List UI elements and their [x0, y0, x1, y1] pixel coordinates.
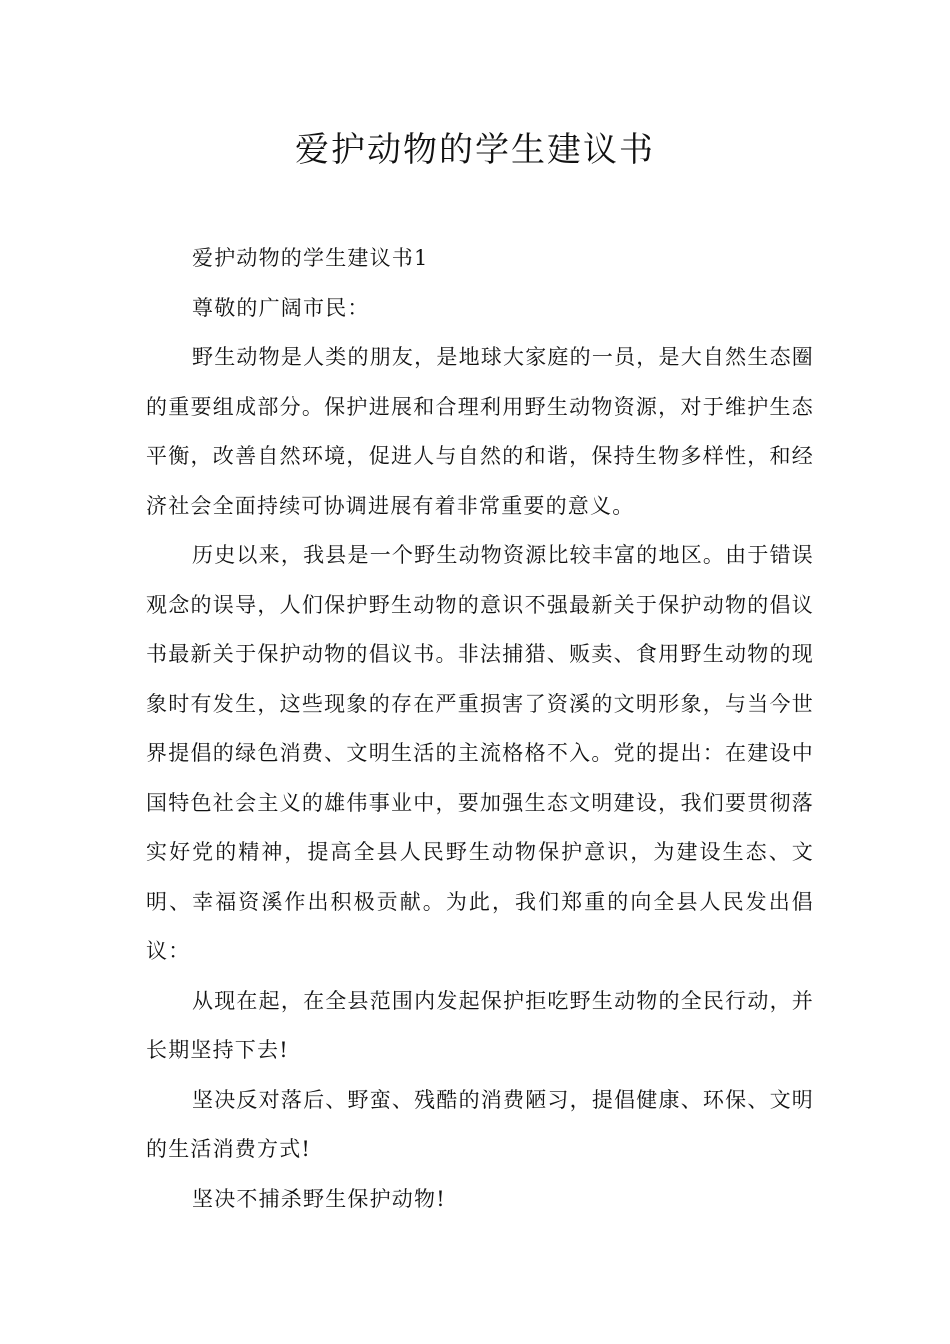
paragraph-proposal-3: 坚决不捕杀野生保护动物! [192, 1186, 446, 1211]
paragraph-proposal-2: 坚决反对落后、野蛮、残酷的消费陋习，提倡健康、环保、文明的生活消费方式! [146, 1087, 814, 1161]
paragraph-intro: 野生动物是人类的朋友，是地球大家庭的一员，是大自然生态圈的重要组成部分。保护进展和合理利用野生动物资源，对于维护生态平衡，改善自然环境，促进人与自然的和谐，保持生物多样性，和经济社会全面持续可协调进展有着非常重要的意义。 [146, 345, 814, 518]
paragraph-history: 历史以来，我县是一个野生动物资源比较丰富的地区。由于错误观念的误导，人们保护野生动物的意识不强最新关于保护动物的倡议书最新关于保护动物的倡议书。非法捕猎、贩卖、食用野生动物的现象时有发生，这些现象的存在严重损害了资溪的文明形象，与当今世界提倡的绿色消费、文明生活的主流格格不入。党的提出：在建设中国特色社会主义的雄伟事业中，要加强生态文明建设，我们要贯彻落实好党的精神，提高全县人民野生动物保护意识，为建设生态、文明、幸福资溪作出积极贡献。为此，我们郑重的向全县人民发出倡议： [146, 543, 814, 963]
section-heading: 爱护动物的学生建议书1 [192, 246, 429, 270]
salutation: 尊敬的广阔市民： [192, 295, 370, 320]
paragraph-proposal-1: 从现在起，在全县范围内发起保护拒吃野生动物的全民行动，并长期坚持下去! [146, 988, 814, 1062]
document-title: 爱护动物的学生建议书 [295, 130, 655, 170]
document-body [146, 234, 814, 1224]
